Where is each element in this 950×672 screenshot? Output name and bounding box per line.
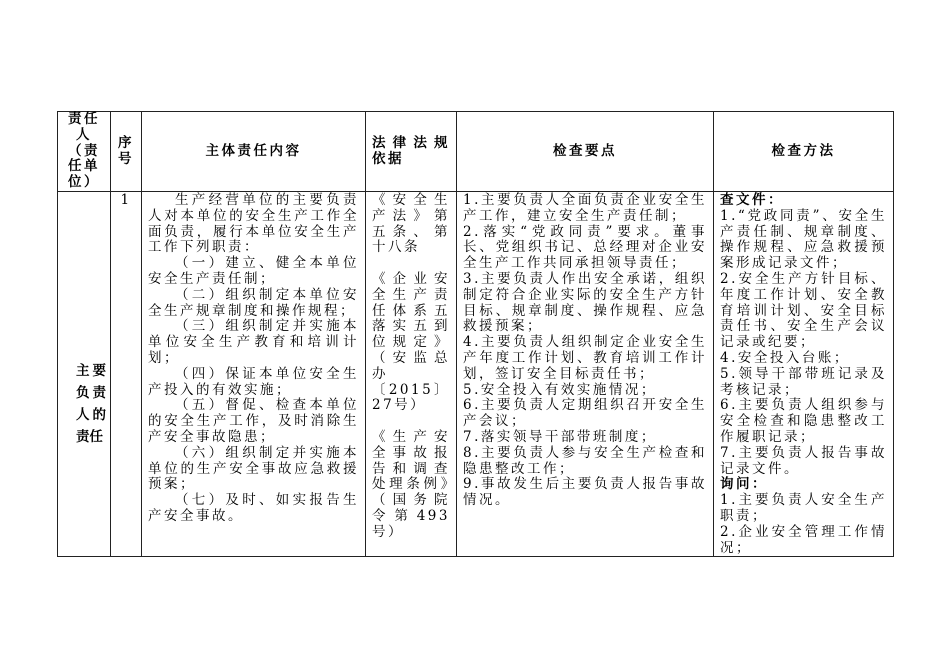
document-check-item: 2.安全生产方针目标、年度工作计划、安全教育培训计划、安全目标责任书、安全生产会议记录或纪要； xyxy=(720,270,887,351)
duty-content-paragraph: （五）督促、检查本单位的安全生产工作，及时消除生产安全事故隐患； xyxy=(148,397,359,445)
header-responsible-party: 责任人（责任单位） xyxy=(58,112,111,192)
check-method-cell xyxy=(714,192,894,557)
check-point-item: 6.主要负责人定期组织召开安全生产会议； xyxy=(463,397,707,430)
check-point-item: 8.主要负责人参与安全生产检查和隐患整改工作； xyxy=(463,444,707,477)
check-point-item: 1.主要负责人全面负责企业安全生产工作，建立安全生产责任制； xyxy=(463,192,707,224)
duty-content-paragraph: （三）组织制定并实施本单位安全生产教育和培训计划； xyxy=(148,318,359,366)
legal-basis-cell xyxy=(366,192,457,557)
duty-content-paragraph: （一）建立、健全本单位安全生产责任制； xyxy=(148,255,359,287)
legal-basis-item: 《企业安全生产责任体系五落实五到位规定》（安监总办〔2015〕27号） xyxy=(372,270,450,414)
check-point-item: 2.落实“党政同责”要求。董事长、党组织书记、总经理对企业安全生产工作共同承担领导责任； xyxy=(463,223,707,272)
legal-basis-item: 《安全生产法》第五条、第十八条 xyxy=(372,192,450,256)
table-header-row xyxy=(58,112,894,192)
document-check-item: 1.“党政同责”、安全生产责任制、规章制度、操作规程、应急救援预案形成记录文件； xyxy=(720,207,887,272)
check-point-item: 3.主要负责人作出安全承诺，组织制定符合企业实际的安全生产方针目标、规章制度、操作规程、应急救援预案； xyxy=(463,270,707,335)
documents-heading: 查文件： xyxy=(720,192,784,208)
document-check-item: 5.领导干部带班记录及考核记录； xyxy=(720,365,887,398)
sequence-number-cell: 1 xyxy=(111,192,142,557)
header-check-points: 检查要点 xyxy=(457,112,714,192)
inquiry-item: 2.企业安全管理工作情况； xyxy=(720,523,887,556)
duty-content-paragraph: （七）及时、如实报告生产安全事故。 xyxy=(148,492,359,524)
header-duty-content: 主体责任内容 xyxy=(142,112,366,192)
check-point-item: 9.事故发生后主要负责人报告事故情况。 xyxy=(463,476,707,509)
duty-content-paragraph: 生产经营单位的主要负责人对本单位的安全生产工作全面负责，履行本单位安全生产工作下列职责： xyxy=(148,192,359,256)
check-point-item: 7.落实领导干部带班制度； xyxy=(463,428,657,445)
document-check-item: 7.主要负责人报告事故记录文件。 xyxy=(720,444,887,477)
check-points-cell xyxy=(457,192,714,557)
duty-content-paragraph: （二）组织制定本单位安全生产规章制度和操作规程； xyxy=(148,286,359,319)
header-check-method: 检查方法 xyxy=(714,112,894,192)
header-sequence-number: 序号 xyxy=(111,112,142,192)
check-point-item: 4.主要负责人组织制定企业安全生产年度工作计划、教育培训工作计划，签订安全目标责任书； xyxy=(463,334,707,382)
document-check-item: 6.主要负责人组织参与安全检查和隐患整改工作履职记录； xyxy=(720,397,887,445)
responsible-party-cell: 主要负责人的责任 xyxy=(58,192,111,557)
inquiry-heading: 询问： xyxy=(720,476,768,493)
legal-basis-item: 《生产安全事故报告和调查处理条例》（国务院令第493号） xyxy=(372,428,450,540)
table-row xyxy=(58,192,894,557)
inquiry-item: 1.主要负责人安全生产职责； xyxy=(720,492,887,524)
responsibility-check-table xyxy=(57,111,894,557)
duty-content-paragraph: （四）保证本单位安全生产投入的有效实施； xyxy=(148,365,359,398)
duty-content-paragraph: （六）组织制定并实施本单位的生产安全事故应急救援预案； xyxy=(148,444,359,493)
header-legal-basis: 法律法规依据 xyxy=(366,112,457,192)
duty-content-cell xyxy=(142,192,366,557)
check-point-item: 5.安全投入有效实施情况； xyxy=(463,381,657,398)
document-check-item: 4.安全投入台账； xyxy=(720,349,850,366)
